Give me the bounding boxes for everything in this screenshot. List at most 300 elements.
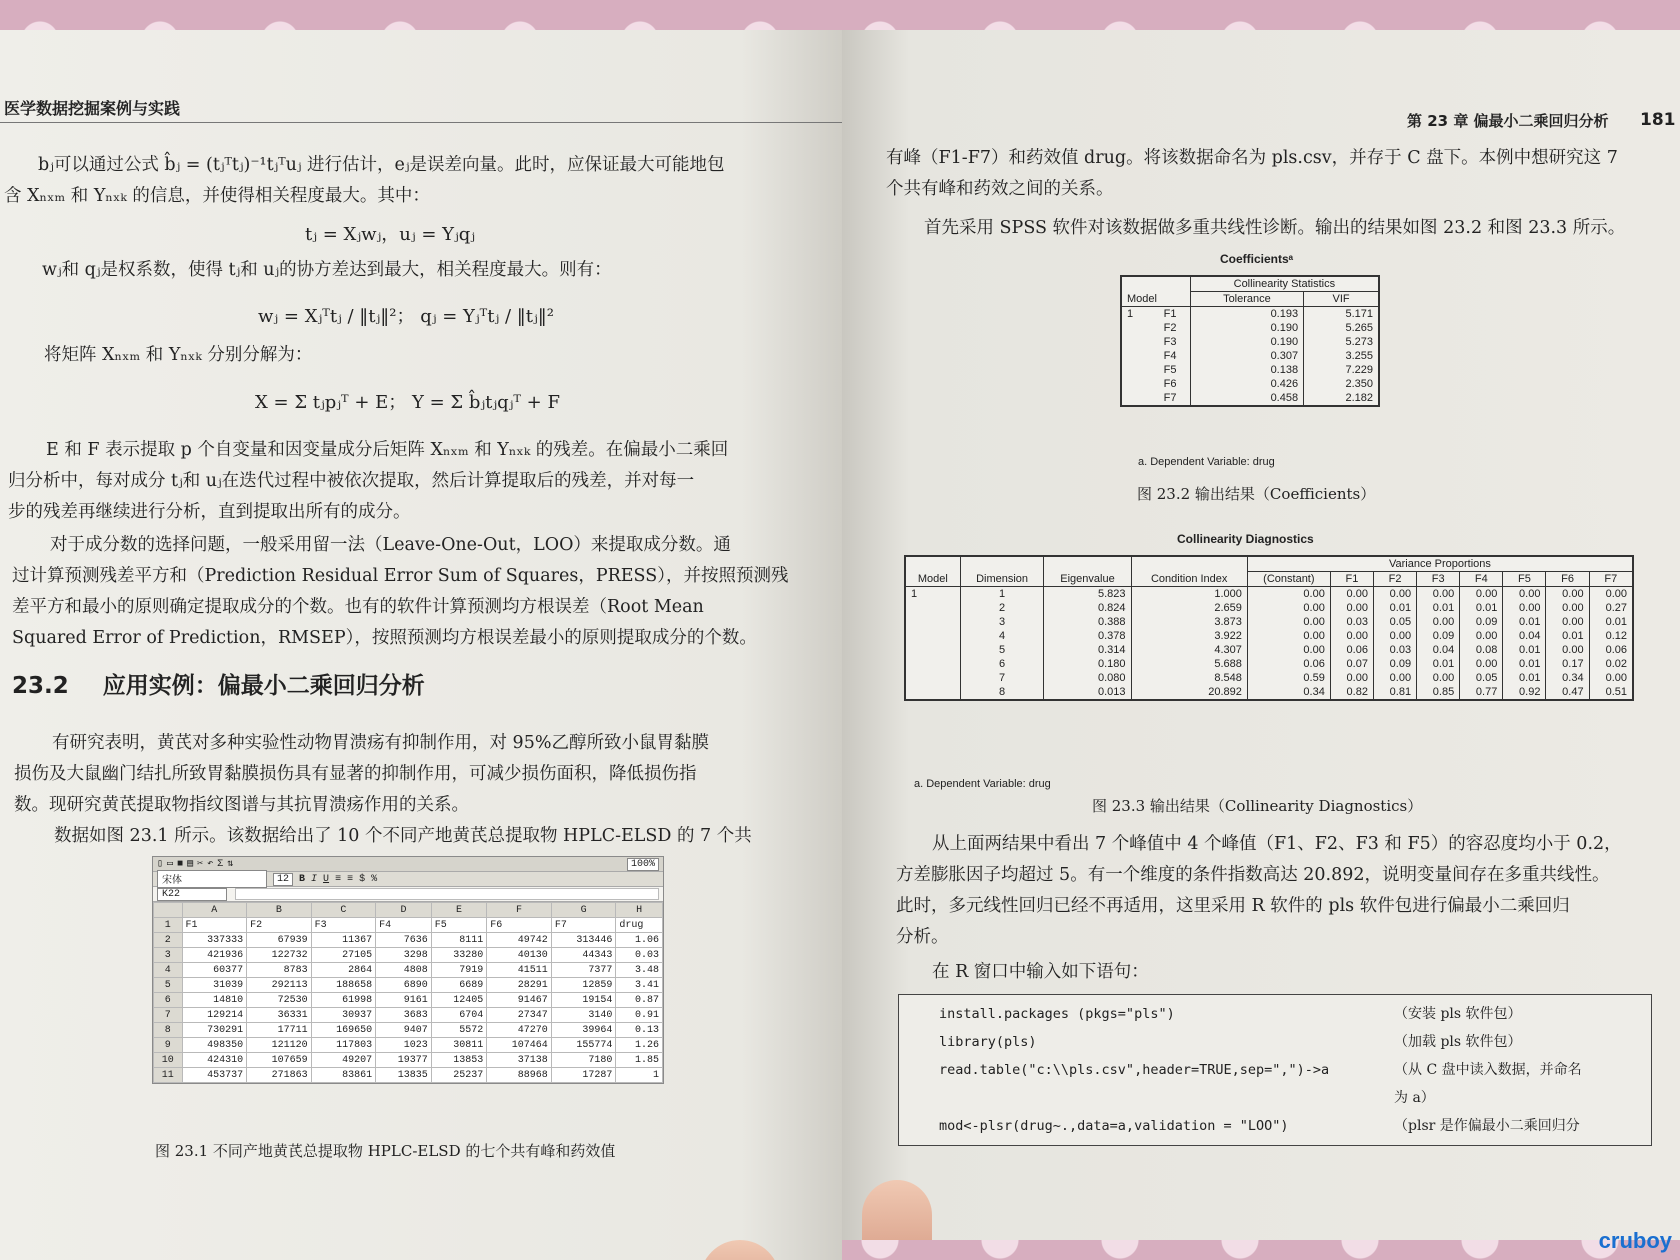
excel-cell[interactable]: 30811 (431, 1038, 487, 1053)
value-cell: 0.81 (1373, 685, 1416, 700)
excel-cell[interactable]: 9161 (376, 993, 432, 1008)
excel-cell[interactable]: 122732 (247, 948, 312, 963)
finger (700, 1240, 780, 1260)
excel-cell[interactable]: F2 (247, 918, 312, 933)
excel-cell[interactable]: 61998 (311, 993, 376, 1008)
variable-cell: F4 (1150, 349, 1190, 363)
value-cell: 0.04 (1417, 643, 1460, 657)
excel-cell[interactable]: 0.87 (616, 993, 663, 1008)
code-line (939, 1115, 1639, 1134)
model-cell (1121, 391, 1150, 406)
value-cell: 0.92 (1503, 685, 1546, 700)
excel-column-header[interactable]: F (487, 903, 552, 918)
model-cell (1121, 321, 1150, 335)
model-cell (905, 615, 960, 629)
value-cell: 0.00 (1330, 629, 1373, 643)
excel-formula-bar (153, 887, 663, 902)
model-cell (905, 657, 960, 671)
excel-cell[interactable]: 1.85 (616, 1053, 663, 1068)
coef-footnote: a. Dependent Variable: drug (1138, 456, 1275, 468)
align-left-icon[interactable]: ≡ (335, 873, 342, 885)
excel-row-header[interactable]: 3 (154, 948, 183, 963)
running-header: 医学数据挖掘案例与实践 (4, 99, 181, 118)
excel-cell[interactable]: 36331 (247, 1008, 312, 1023)
value-cell: 0.17 (1546, 657, 1589, 671)
value-cell: 0.00 (1247, 601, 1330, 615)
code-comment: 为 a） (1394, 1090, 1435, 1106)
value-cell: 0.00 (1417, 671, 1460, 685)
value-cell: 0.138 (1190, 363, 1303, 377)
excel-row-header[interactable]: 10 (154, 1053, 183, 1068)
excel-cell[interactable]: 498350 (182, 1038, 247, 1053)
excel-cell[interactable]: 1.26 (616, 1038, 663, 1053)
excel-column-header[interactable]: G (551, 903, 616, 918)
diag-col-header: F7 (1589, 572, 1633, 587)
diag-footnote: a. Dependent Variable: drug (914, 778, 1051, 790)
excel-cell[interactable]: 39964 (551, 1023, 616, 1038)
value-cell: 0.01 (1546, 629, 1589, 643)
undo-icon[interactable]: ↶ (207, 859, 214, 870)
model-cell (905, 601, 960, 615)
excel-cell[interactable]: 3.41 (616, 978, 663, 993)
value-cell: 3.873 (1131, 615, 1247, 629)
excel-cell[interactable]: 25237 (431, 1068, 487, 1083)
code-line (939, 1059, 1639, 1078)
running-header: 第 23 章 偏最小二乘回归分析 (1407, 112, 1609, 130)
section-title: 应用实例：偏最小二乘回归分析 (102, 673, 425, 699)
excel-cell[interactable]: 72530 (247, 993, 312, 1008)
excel-row-header[interactable]: 2 (154, 933, 183, 948)
value-cell: 0.06 (1247, 657, 1330, 671)
dimension-cell: 4 (960, 629, 1044, 643)
model-cell (1121, 377, 1150, 391)
value-cell: 0.01 (1417, 657, 1460, 671)
section-number: 23.2 (12, 673, 69, 699)
excel-cell[interactable]: 107464 (487, 1038, 552, 1053)
excel-cell[interactable]: 6689 (431, 978, 487, 993)
value-cell: 0.458 (1190, 391, 1303, 406)
figure-caption: 图 23.2 输出结果（Coefficients） (1137, 485, 1376, 503)
font-name-select[interactable]: 宋体 (157, 870, 267, 888)
diag-col-header: Dimension (960, 556, 1044, 587)
value-cell: 0.00 (1247, 587, 1330, 602)
value-cell: 0.013 (1044, 685, 1131, 700)
value-cell: 0.85 (1417, 685, 1460, 700)
dimension-cell: 2 (960, 601, 1044, 615)
excel-cell[interactable]: 4808 (376, 963, 432, 978)
value-cell: 20.892 (1131, 685, 1247, 700)
excel-cell[interactable]: 12859 (551, 978, 616, 993)
excel-cell[interactable]: F3 (311, 918, 376, 933)
value-cell: 5.265 (1345, 322, 1373, 334)
code-comment: （安装 pls 软件包） (1394, 1006, 1522, 1022)
value-cell: 2.659 (1131, 601, 1247, 615)
excel-column-header[interactable]: H (616, 903, 663, 918)
excel-column-header[interactable]: A (182, 903, 247, 918)
page-number: 181 (1640, 110, 1676, 130)
value-cell: 0.00 (1373, 671, 1416, 685)
value-cell: 0.09 (1417, 629, 1460, 643)
value-cell: 0.00 (1417, 615, 1460, 629)
value-cell: 0.27 (1589, 601, 1633, 615)
excel-cell[interactable]: 60377 (182, 963, 247, 978)
value-cell: 0.180 (1044, 657, 1131, 671)
formula: X = Σ tⱼpⱼᵀ + E； Y = Σ b̂ⱼtⱼqⱼᵀ + F (255, 392, 560, 413)
dimension-cell: 8 (960, 685, 1044, 700)
excel-cell[interactable]: 40130 (487, 948, 552, 963)
excel-cell[interactable]: 31039 (182, 978, 247, 993)
section-heading (12, 667, 425, 700)
value-cell: 0.426 (1190, 377, 1303, 391)
figure-caption: 图 23.3 输出结果（Collinearity Diagnostics） (1092, 797, 1423, 815)
model-cell: 1 (905, 587, 960, 602)
excel-cell[interactable]: 3140 (551, 1008, 616, 1023)
dimension-cell: 3 (960, 615, 1044, 629)
diag-col-header: F6 (1546, 572, 1589, 587)
value-cell: 0.01 (1417, 601, 1460, 615)
dimension-cell: 5 (960, 643, 1044, 657)
excel-row-header[interactable]: 8 (154, 1023, 183, 1038)
excel-cell[interactable]: 730291 (182, 1023, 247, 1038)
excel-cell[interactable]: F1 (182, 918, 247, 933)
paragraph: 数据如图 23.1 所示。该数据给出了 10 个不同产地黄芪总提取物 HPLC-ELSD 的 7 个共 (54, 826, 752, 846)
excel-cell[interactable]: 3683 (376, 1008, 432, 1023)
excel-row-header[interactable]: 9 (154, 1038, 183, 1053)
model-cell (1121, 363, 1150, 377)
model-cell (1121, 335, 1150, 349)
paragraph: 首先采用 SPSS 软件对该数据做多重共线性诊断。输出的结果如图 23.2 和图 23.3 所示。 (924, 218, 1626, 238)
paragraph: 含 Xₙₓₘ 和 Yₙₓₖ 的信息，并使得相关程度最大。其中： (4, 186, 430, 206)
value-cell: 5.273 (1345, 336, 1373, 348)
header-rule (0, 122, 842, 123)
align-center-icon[interactable]: ≡ (347, 873, 354, 885)
excel-format-bar (153, 872, 663, 887)
print-icon[interactable]: ▤ (187, 859, 194, 870)
value-cell: 2.350 (1345, 378, 1373, 390)
value-cell: 0.47 (1546, 685, 1589, 700)
excel-cell[interactable]: 424310 (182, 1053, 247, 1068)
value-cell: 0.06 (1589, 643, 1633, 657)
underline-icon[interactable]: U (323, 873, 330, 885)
paragraph: wⱼ和 qⱼ是权系数，使得 tⱼ和 uⱼ的协方差达到最大，相关程度最大。则有： (42, 260, 612, 280)
diag-col-header: Eigenvalue (1044, 556, 1131, 587)
value-cell: 0.06 (1330, 643, 1373, 657)
excel-cell[interactable]: F7 (551, 918, 616, 933)
model-cell (905, 629, 960, 643)
value-cell: 5.688 (1131, 657, 1247, 671)
excel-cell[interactable]: 41511 (487, 963, 552, 978)
excel-grid (153, 902, 663, 1083)
excel-cell[interactable]: 28291 (487, 978, 552, 993)
excel-column-header[interactable]: C (311, 903, 376, 918)
value-cell: 0.07 (1330, 657, 1373, 671)
value-cell: 0.00 (1460, 657, 1503, 671)
excel-row-header[interactable]: 4 (154, 963, 183, 978)
new-file-icon[interactable]: ▯ (157, 859, 164, 870)
diag-col-header: (Constant) (1247, 572, 1330, 587)
watermark: cruboy (1598, 1228, 1672, 1253)
excel-cell[interactable]: 0.13 (616, 1023, 663, 1038)
value-cell: 0.388 (1044, 615, 1131, 629)
value-cell: 0.77 (1460, 685, 1503, 700)
excel-cell[interactable]: 453737 (182, 1068, 247, 1083)
code-comment: （plsr 是作偏最小二乘回归分 (1394, 1118, 1580, 1134)
value-cell: 0.00 (1330, 671, 1373, 685)
diag-col-header: Condition Index (1131, 556, 1247, 587)
cut-icon[interactable]: ✂ (197, 859, 204, 870)
percent-icon[interactable]: % (371, 873, 378, 885)
font-size-select[interactable]: 12 (273, 873, 293, 886)
excel-cell[interactable]: 1023 (376, 1038, 432, 1053)
excel-cell[interactable]: 27347 (487, 1008, 552, 1023)
value-cell: 0.01 (1460, 601, 1503, 615)
excel-cell[interactable]: 0.91 (616, 1008, 663, 1023)
code-text: library(pls) (939, 1034, 1037, 1050)
excel-cell[interactable]: 27105 (311, 948, 376, 963)
excel-cell[interactable]: 19377 (376, 1053, 432, 1068)
model-cell: 1 (1127, 308, 1134, 320)
excel-cell[interactable]: 11367 (311, 933, 376, 948)
code-line (939, 1031, 1639, 1050)
excel-cell[interactable]: 49742 (487, 933, 552, 948)
excel-cell[interactable]: 49207 (311, 1053, 376, 1068)
bold-icon[interactable]: B (299, 873, 306, 885)
value-cell: 7.229 (1345, 364, 1373, 376)
value-cell: 3.255 (1345, 350, 1373, 362)
value-cell: 0.00 (1247, 643, 1330, 657)
paragraph-study: 有研究表明，黄芪对多种实验性动物胃溃疡有抑制作用，对 95%乙醇所致小鼠胃黏膜 损伤及大鼠幽门结扎所致胃黏膜损伤具有显著的抑制作用，可减少损伤面积，降低损伤指 数。现研究黄芪提取物指纹图谱与其抗胃溃疡作用的关系。 (14, 733, 709, 815)
value-cell: 0.04 (1503, 629, 1546, 643)
value-cell: 0.01 (1373, 601, 1416, 615)
dimension-cell: 1 (960, 587, 1044, 602)
value-cell: 0.08 (1460, 643, 1503, 657)
excel-screenshot (152, 856, 664, 1084)
excel-cell[interactable]: 337333 (182, 933, 247, 948)
finger (862, 1180, 932, 1240)
paragraph: 将矩阵 Xₙₓₘ 和 Yₙₓₖ 分别分解为： (44, 345, 313, 365)
model-cell (905, 643, 960, 657)
variable-cell: F5 (1150, 363, 1190, 377)
excel-cell[interactable]: 67939 (247, 933, 312, 948)
value-cell: 0.34 (1546, 671, 1589, 685)
excel-cell[interactable]: 117803 (311, 1038, 376, 1053)
value-cell: 0.00 (1247, 615, 1330, 629)
value-cell: 1.000 (1131, 587, 1247, 602)
excel-column-header[interactable]: B (247, 903, 312, 918)
value-cell: 0.03 (1330, 615, 1373, 629)
paragraph-conclusion: 从上面两结果中看出 7 个峰值中 4 个峰值（F1、F2、F3 和 F5）的容忍度均小于 0.2， 方差膨胀因子均超过 5。有一个维度的条件指数高达 20.892，说明变量间存在多重共线性。 此时，多元线性回归已经不再适用，这里采用 R 软件的 pls 软件包进行偏最小二乘回归 分析。 (896, 834, 1622, 947)
value-cell: 0.34 (1247, 685, 1330, 700)
open-icon[interactable]: ▭ (167, 859, 174, 870)
excel-cell[interactable]: 7180 (551, 1053, 616, 1068)
variable-cell: F2 (1150, 321, 1190, 335)
value-cell: 0.00 (1503, 587, 1546, 602)
excel-row-header[interactable]: 7 (154, 1008, 183, 1023)
excel-cell[interactable]: 12405 (431, 993, 487, 1008)
value-cell: 0.01 (1589, 615, 1633, 629)
figure-caption: 图 23.1 不同产地黄芪总提取物 HPLC-ELSD 的七个共有峰和药效值 (155, 1142, 616, 1160)
code-text: read.table("c:\\pls.csv",header=TRUE,sep=",")->a (939, 1062, 1330, 1078)
excel-cell[interactable]: 37138 (487, 1053, 552, 1068)
value-cell: 0.00 (1373, 629, 1416, 643)
excel-cell[interactable]: 7377 (551, 963, 616, 978)
paragraph: 有峰（F1-F7）和药效值 drug。将该数据命名为 pls.csv，并存于 C 盘下。本例中想研究这 7 个共有峰和药效之间的关系。 (886, 148, 1618, 199)
paragraph-residuals: E 和 F 表示提取 p 个自变量和因变量成分后矩阵 Xₙₓₘ 和 Yₙₓₖ 的残差。在偏最小二乘回 归分析中，每对成分 tⱼ和 uⱼ在迭代过程中被依次提取，然后计算提取后的残差，并对每一 步的残差再继续进行分析，直到提取出所有的成分。 (8, 440, 729, 522)
excel-row-header[interactable]: 5 (154, 978, 183, 993)
variable-cell: F7 (1150, 391, 1190, 406)
value-cell: 0.00 (1546, 587, 1589, 602)
value-cell: 0.01 (1503, 643, 1546, 657)
excel-cell[interactable]: 313446 (551, 933, 616, 948)
excel-row-header[interactable]: 6 (154, 993, 183, 1008)
excel-cell[interactable]: 88968 (487, 1068, 552, 1083)
value-cell: 0.02 (1589, 657, 1633, 671)
excel-cell[interactable]: 6704 (431, 1008, 487, 1023)
diag-table-title: Collinearity Diagnostics (1177, 532, 1314, 546)
variable-cell: F3 (1150, 335, 1190, 349)
value-cell: 0.00 (1589, 671, 1633, 685)
value-cell: 0.00 (1247, 629, 1330, 643)
diag-col-header: F4 (1460, 572, 1503, 587)
excel-cell[interactable]: 19154 (551, 993, 616, 1008)
diag-col-header: F2 (1373, 572, 1416, 587)
value-cell: 0.01 (1503, 657, 1546, 671)
variable-cell: F6 (1150, 377, 1190, 391)
excel-cell[interactable]: 271863 (247, 1068, 312, 1083)
paragraph: 在 R 窗口中输入如下语句： (932, 962, 1149, 982)
excel-cell[interactable]: 188658 (311, 978, 376, 993)
value-cell: 0.824 (1044, 601, 1131, 615)
excel-cell[interactable]: 2864 (311, 963, 376, 978)
excel-cell[interactable]: 91467 (487, 993, 552, 1008)
excel-row-header[interactable]: 1 (154, 918, 183, 933)
value-cell: 0.00 (1330, 601, 1373, 615)
value-cell: 0.378 (1044, 629, 1131, 643)
excel-cell[interactable]: 44343 (551, 948, 616, 963)
excel-cell[interactable]: 107659 (247, 1053, 312, 1068)
code-text: mod<-plsr(drug~.,data=a,validation = "LOO") (939, 1118, 1289, 1134)
diag-col-header: Model (905, 556, 960, 587)
value-cell: 3.922 (1131, 629, 1247, 643)
value-cell: 0.00 (1460, 587, 1503, 602)
excel-cell[interactable]: 5572 (431, 1023, 487, 1038)
excel-cell[interactable]: 3298 (376, 948, 432, 963)
excel-cell[interactable]: 0.03 (616, 948, 663, 963)
excel-cell[interactable]: 47270 (487, 1023, 552, 1038)
value-cell: 0.190 (1190, 335, 1303, 349)
value-cell: 0.05 (1373, 615, 1416, 629)
excel-cell[interactable]: 83861 (311, 1068, 376, 1083)
excel-cell[interactable]: 14810 (182, 993, 247, 1008)
value-cell: 5.171 (1345, 308, 1373, 320)
excel-cell[interactable]: 155774 (551, 1038, 616, 1053)
dimension-cell: 7 (960, 671, 1044, 685)
currency-icon[interactable]: $ (359, 873, 366, 885)
save-icon[interactable]: ■ (177, 858, 184, 870)
excel-cell[interactable]: 169650 (311, 1023, 376, 1038)
excel-cell[interactable]: 8111 (431, 933, 487, 948)
sort-icon[interactable]: ⇅ (227, 859, 234, 870)
sum-icon[interactable]: Σ (217, 858, 224, 870)
excel-cell[interactable]: 30937 (311, 1008, 376, 1023)
value-cell: 0.82 (1330, 685, 1373, 700)
value-cell: 0.00 (1546, 643, 1589, 657)
paragraph: bⱼ可以通过公式 b̂ⱼ = (tⱼᵀtⱼ)⁻¹tⱼᵀuⱼ 进行估计，eⱼ是误差向量。此时，应保证最大可能地包 (38, 155, 725, 175)
excel-cell[interactable]: 13835 (376, 1068, 432, 1083)
coef-table-title: Coefficientsᵃ (1220, 252, 1294, 266)
name-box[interactable]: K22 (157, 888, 227, 901)
excel-cell[interactable]: 421936 (182, 948, 247, 963)
excel-cell[interactable]: 13853 (431, 1053, 487, 1068)
italic-icon[interactable]: I (311, 873, 318, 885)
excel-cell[interactable]: F6 (487, 918, 552, 933)
excel-column-header[interactable]: D (376, 903, 432, 918)
zoom-select[interactable]: 100% (627, 858, 659, 871)
value-cell: 0.314 (1044, 643, 1131, 657)
excel-cell[interactable]: 3.48 (616, 963, 663, 978)
excel-cell[interactable]: drug (616, 918, 663, 933)
value-cell: 0.080 (1044, 671, 1131, 685)
excel-corner-cell[interactable] (154, 903, 183, 918)
excel-cell[interactable]: 8783 (247, 963, 312, 978)
value-cell: 0.00 (1503, 601, 1546, 615)
dimension-cell: 6 (960, 657, 1044, 671)
group-header: Collinearity Statistics (1190, 276, 1379, 292)
value-cell: 2.182 (1345, 392, 1373, 404)
excel-cell[interactable]: 1.06 (616, 933, 663, 948)
excel-cell[interactable]: 7636 (376, 933, 432, 948)
right-page (842, 30, 1680, 1240)
value-cell: 0.00 (1546, 615, 1589, 629)
value-cell: 0.193 (1190, 307, 1303, 322)
excel-cell[interactable]: F4 (376, 918, 432, 933)
value-cell: 0.00 (1589, 587, 1633, 602)
formula-input[interactable] (235, 888, 659, 900)
value-cell: 5.823 (1044, 587, 1131, 602)
excel-cell[interactable]: 9407 (376, 1023, 432, 1038)
excel-column-header[interactable]: E (431, 903, 487, 918)
value-cell: 0.00 (1460, 629, 1503, 643)
value-cell: 0.51 (1589, 685, 1633, 700)
model-cell (905, 671, 960, 685)
left-page (0, 30, 842, 1260)
value-cell: 0.01 (1503, 671, 1546, 685)
excel-cell[interactable]: 6890 (376, 978, 432, 993)
value-cell: 0.59 (1247, 671, 1330, 685)
excel-cell[interactable]: 1 (616, 1068, 663, 1083)
excel-cell[interactable]: 7919 (431, 963, 487, 978)
excel-cell[interactable]: 121120 (247, 1038, 312, 1053)
value-cell: 0.09 (1460, 615, 1503, 629)
excel-cell[interactable]: 33280 (431, 948, 487, 963)
excel-cell[interactable]: 17711 (247, 1023, 312, 1038)
excel-row-header[interactable]: 11 (154, 1068, 183, 1083)
excel-cell[interactable]: 129214 (182, 1008, 247, 1023)
paragraph-loo: 对于成分数的选择问题，一般采用留一法（Leave-One-Out，LOO）来提取成分数。通 过计算预测残差平方和（Prediction Residual Error Sum of Squares，PRESS），并按照预测残 差平方和最小的原则确定提取成分的个数。也有的软件计算预测均方根误差（Root Mean Squared Error of Prediction，RMSEP），按照预测均方根误差最小的原则提取成分的个数。 (12, 535, 789, 648)
excel-cell[interactable]: F5 (431, 918, 487, 933)
coefficients-table (1120, 275, 1380, 407)
value-cell: 0.12 (1589, 629, 1633, 643)
formula: tⱼ = Xⱼwⱼ，uⱼ = Yⱼqⱼ (305, 224, 476, 245)
value-cell: 0.190 (1190, 321, 1303, 335)
value-cell: 0.05 (1460, 671, 1503, 685)
model-cell (1121, 349, 1150, 363)
excel-cell[interactable]: 17287 (551, 1068, 616, 1083)
variance-proportions-header: Variance Proportions (1247, 556, 1633, 572)
code-comment: （从 C 盘中读入数据，并命名 (1394, 1062, 1582, 1078)
value-cell: 0.00 (1373, 587, 1416, 602)
excel-cell[interactable]: 292113 (247, 978, 312, 993)
